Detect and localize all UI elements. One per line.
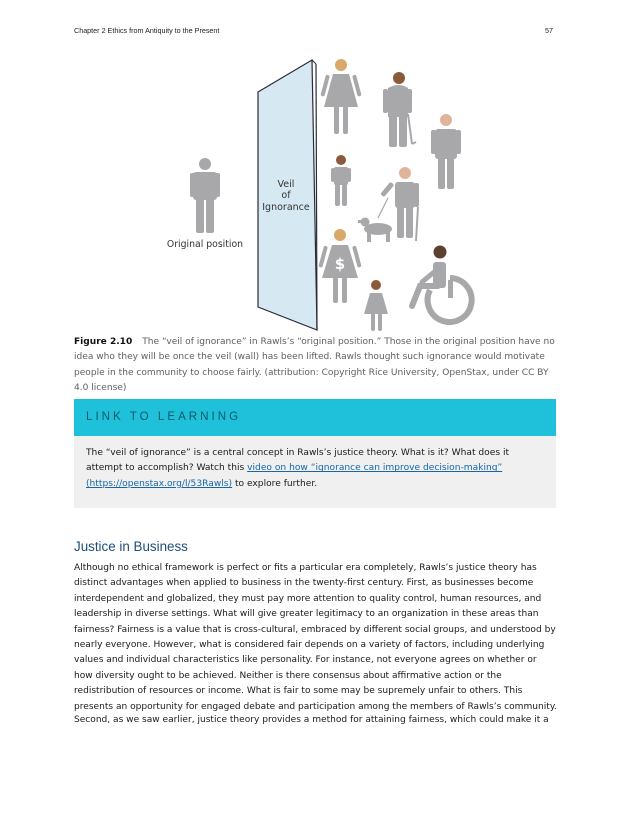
running-header-chapter: Chapter 2 Ethics from Antiquity to the Present (74, 26, 220, 35)
link-to-learning-box (74, 436, 556, 508)
section-heading: Justice in Business (74, 539, 188, 554)
elderly-man-figure (383, 72, 416, 147)
link-to-learning-text (86, 446, 548, 492)
girl-figure (364, 280, 388, 331)
veil-label-line1: Veil (277, 179, 295, 190)
page-number: 57 (545, 26, 553, 35)
blind-man-with-guide-dog-figure (358, 167, 419, 242)
figure-illustration (150, 52, 480, 337)
child-figure (331, 155, 351, 206)
figure-caption (74, 335, 558, 397)
veil-label-line2: of (281, 190, 291, 201)
original-position-person (190, 158, 220, 233)
man-figure (431, 114, 461, 189)
figure-label: Figure 2.10 (74, 337, 133, 347)
wealthy-woman-figure (318, 229, 361, 303)
money-symbol: $ (334, 255, 346, 273)
video-link[interactable]: video on how “ignorance can improve decision-making” (https://openstax.org/l/53Rawls) (86, 463, 503, 489)
ltl-text-before: The “veil of ignorance” is a central concept in Rawls’s justice theory. What is it? What does it attempt to accomplish? Watch this (86, 448, 510, 474)
ltl-text-after: to explore further. (232, 478, 318, 489)
wheelchair-user-figure (412, 246, 472, 322)
veil-of-ignorance-figure (150, 52, 480, 337)
original-position-label: Original position (166, 239, 244, 250)
woman-figure (320, 59, 361, 134)
body-paragraph-1: Although no ethical framework is perfect or fits a particular era completely, Rawls’s justice theory has distinct advantages when applied to business in the twenty-first century. First, as businesses become interdependent and globalized, they must pay more attention to quality control, human resources, and leadership in diverse settings. What will give greater legitimacy to an organization in these areas than fairness? Fairness is a value that is cross-cultural, embraced by different social groups, and understood by nearly everyone. However, what is considered fair depends on a variety of factors, including underlying values and individual characteristics like personality. For instance, not everyone agrees on whether or how diversity ought to be achieved. Neither is there consensus about affirmative action or the redistribution of resources or income. What is fair to some may be supremely unfair to others. This presents an opportunity for engaged debate and participation among the members of Rawls’s community. (74, 563, 557, 712)
figure-caption-text: The “veil of ignorance” in Rawls’s “original position.” Those in the original position have no idea who they will be once the veil (wall) has been lifted. Rawls thought such ignorance would motivate people in the community to choose fairly. (attribution: Copyright Rice University, OpenStax, under CC BY 4.0 license) (74, 337, 555, 394)
link-to-learning-heading: LINK TO LEARNING (86, 410, 242, 423)
body-paragraph-2: Second, as we saw earlier, justice theory provides a method for attaining fairness, which could make it a (74, 715, 549, 725)
veil-label-line3: Ignorance (262, 202, 310, 213)
link-to-learning-header (74, 399, 556, 436)
